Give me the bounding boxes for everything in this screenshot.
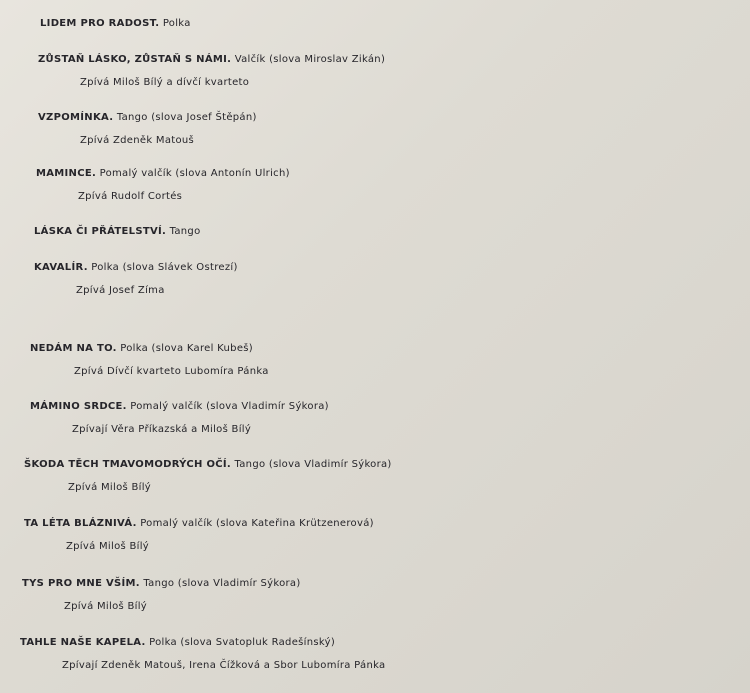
- track-description: Polka (slova Slávek Ostrezí): [91, 262, 238, 273]
- track-singer: Zpívá Miloš Bílý a dívčí kvarteto: [80, 77, 250, 88]
- track-title: [0, 14, 750, 34]
- track-name: VZPOMÍNKA.: [38, 112, 114, 123]
- track-title: [0, 514, 750, 534]
- track-name: KAVALÍR.: [34, 262, 88, 273]
- track-description: Pomalý valčík (slova Kateřina Krützenerová): [140, 518, 374, 529]
- track-singer: Zpívá Rudolf Cortés: [78, 191, 183, 202]
- track-title: [0, 164, 750, 184]
- track-12: [0, 633, 750, 676]
- track-title: [0, 574, 750, 594]
- track-4: [0, 164, 750, 207]
- track-description: Tango (slova Vladimír Sýkora): [143, 578, 301, 589]
- track-1: [0, 14, 750, 34]
- track-5: [0, 222, 750, 242]
- track-singer: Zpívá Miloš Bílý: [66, 541, 150, 552]
- track-name: ŠKODA TĚCH TMAVOMODRÝCH OČÍ.: [24, 459, 232, 470]
- track-10: [0, 514, 750, 557]
- track-name: ZŮSTAŇ LÁSKO, ZŮSTAŇ S NÁMI.: [38, 54, 232, 65]
- track-description: Polka: [162, 18, 191, 29]
- track-name: NEDÁM NA TO.: [30, 343, 117, 354]
- track-singer: Zpívá Miloš Bílý: [68, 482, 152, 493]
- track-title: [0, 455, 750, 475]
- track-description: Valčík (slova Miroslav Zikán): [234, 54, 386, 65]
- track-title: [0, 339, 750, 359]
- track-name: TAHLE NAŠE KAPELA.: [20, 637, 146, 648]
- track-2: [0, 50, 750, 93]
- track-name: LIDEM PRO RADOST.: [40, 18, 160, 29]
- track-singer: Zpívá Dívčí kvarteto Lubomíra Pánka: [74, 366, 269, 377]
- track-7: [0, 339, 750, 382]
- track-name: TA LÉTA BLÁZNIVÁ.: [24, 518, 137, 529]
- track-9: [0, 455, 750, 498]
- track-title: [0, 258, 750, 278]
- track-singer: Zpívá Miloš Bílý: [64, 601, 148, 612]
- track-singer: Zpívá Zdeněk Matouš: [80, 135, 195, 146]
- track-singer: Zpívají Věra Příkazská a Miloš Bílý: [72, 424, 252, 435]
- track-singer: Zpívá Josef Zíma: [76, 285, 165, 296]
- track-description: Tango (slova Vladimír Sýkora): [234, 459, 392, 470]
- track-description: Pomalý valčík (slova Antonín Ulrich): [99, 168, 290, 179]
- track-description: Polka (slova Svatopluk Radešínský): [149, 637, 336, 648]
- track-8: [0, 397, 750, 440]
- track-description: Polka (slova Karel Kubeš): [120, 343, 253, 354]
- track-description: Tango (slova Josef Štěpán): [116, 112, 257, 123]
- track-6: [0, 258, 750, 301]
- track-description: Pomalý valčík (slova Vladimír Sýkora): [130, 401, 329, 412]
- track-name: MÁMINO SRDCE.: [30, 401, 127, 412]
- track-title: [0, 108, 750, 128]
- track-3: [0, 108, 750, 151]
- track-description: Tango: [169, 226, 201, 237]
- track-name: MAMINCE.: [36, 168, 97, 179]
- track-singer: Zpívají Zdeněk Matouš, Irena Čížková a Sbor Lubomíra Pánka: [62, 660, 386, 671]
- track-11: [0, 574, 750, 617]
- track-title: [0, 222, 750, 242]
- track-title: [0, 50, 750, 70]
- track-name: LÁSKA ČI PŘÁTELSTVÍ.: [34, 226, 167, 237]
- track-title: [0, 633, 750, 653]
- track-name: TYS PRO MNE VŠÍM.: [22, 578, 140, 589]
- track-title: [0, 397, 750, 417]
